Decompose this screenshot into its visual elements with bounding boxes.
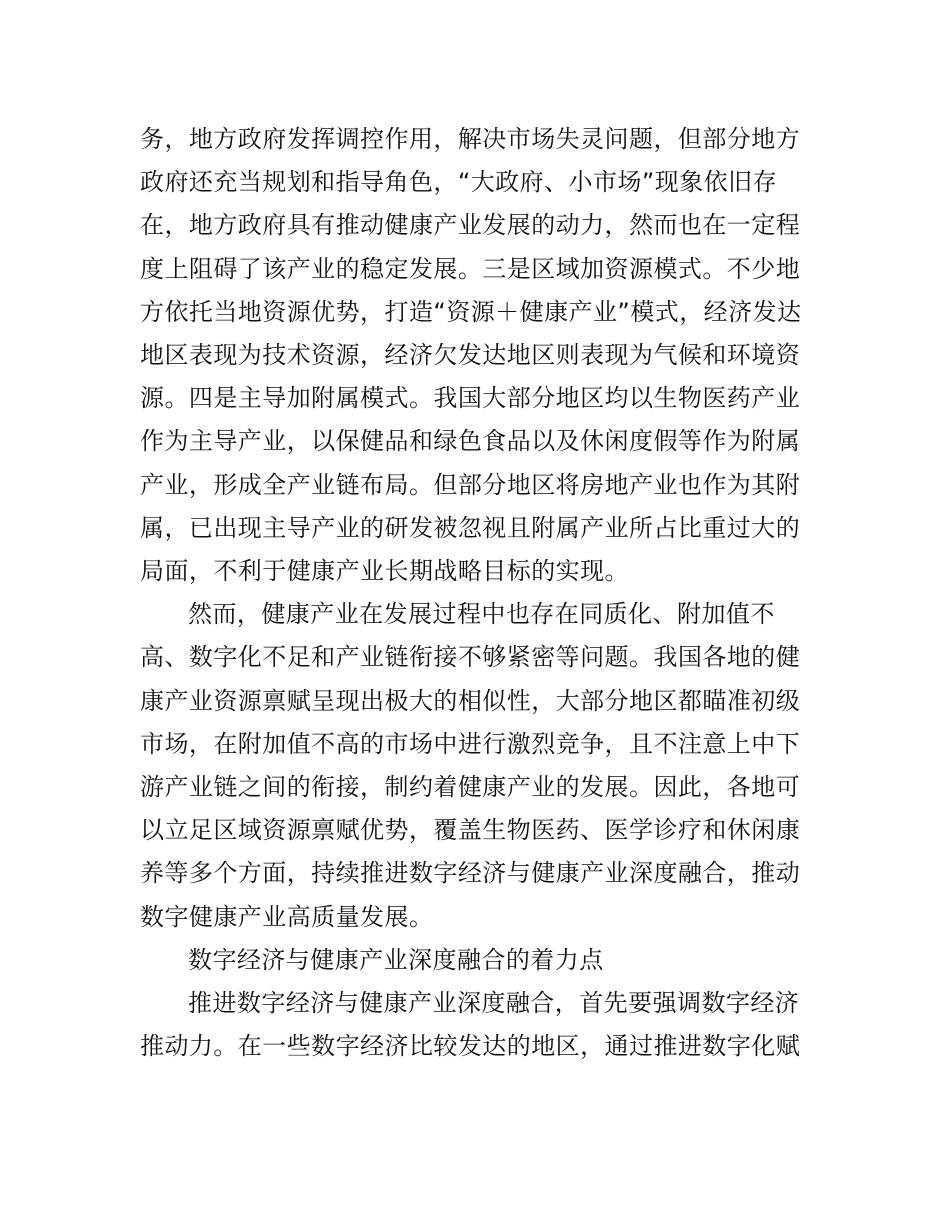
text-line: 政府还充当规划和指导角色，“大政府、小市场”现象依旧存 [140, 168, 778, 197]
text-line: 在，地方政府具有推动健康产业发展的动力，然而也在一定程 [140, 211, 801, 240]
text-line: 度上阻碍了该产业的稳定发展。三是区域加资源模式。不少地 [140, 254, 801, 283]
text-line: 局面，不利于健康产业长期战略目标的实现。 [140, 557, 629, 586]
text-line: 属，已出现主导产业的研发被忽视且附属产业所占比重过大的 [140, 513, 801, 542]
text-line: 推进数字经济与健康产业深度融合，首先要强调数字经济 [188, 989, 800, 1018]
text-line: 养等多个方面，持续推进数字经济与健康产业深度融合，推动 [140, 859, 801, 888]
text-line: 作为主导产业，以保健品和绿色食品以及休闲度假等作为附属 [140, 427, 801, 456]
text-line: 数字健康产业高质量发展。 [140, 902, 434, 931]
text-line: 地区表现为技术资源，经济欠发达地区则表现为气候和环境资 [140, 341, 801, 370]
section-heading-text: 数字经济与健康产业深度融合的着力点 [188, 945, 604, 974]
document-body [140, 118, 812, 1068]
text-line: 方依托当地资源优势，打造“资源＋健康产业”模式，经济发达 [140, 297, 802, 326]
text-line: 以立足区域资源禀赋优势，覆盖生物医药、医学诊疗和休闲康 [140, 816, 801, 845]
text-line: 高、数字化不足和产业链衔接不够紧密等问题。我国各地的健 [140, 643, 801, 672]
text-line: 游产业链之间的衔接，制约着健康产业的发展。因此，各地可 [140, 773, 801, 802]
text-line: 然而，健康产业在发展过程中也存在同质化、附加值不 [188, 600, 775, 629]
text-line: 康产业资源禀赋呈现出极大的相似性，大部分地区都瞄准初级 [140, 686, 801, 715]
text-line: 推动力。在一些数字经济比较发达的地区，通过推进数字化赋 [140, 1032, 801, 1061]
text-line: 市场，在附加值不高的市场中进行激烈竞争，且不注意上中下 [140, 729, 801, 758]
section-heading [140, 939, 812, 982]
text-line: 产业，形成全产业链布局。但部分地区将房地产业也作为其附 [140, 470, 801, 499]
paragraph-integration-focus [140, 982, 812, 1068]
paragraph-development-models [140, 118, 812, 593]
text-line: 务，地方政府发挥调控作用，解决市场失灵问题，但部分地方 [140, 125, 801, 153]
text-line: 源。四是主导加附属模式。我国大部分地区均以生物医药产业 [140, 384, 801, 413]
paragraph-industry-problems [140, 593, 812, 939]
